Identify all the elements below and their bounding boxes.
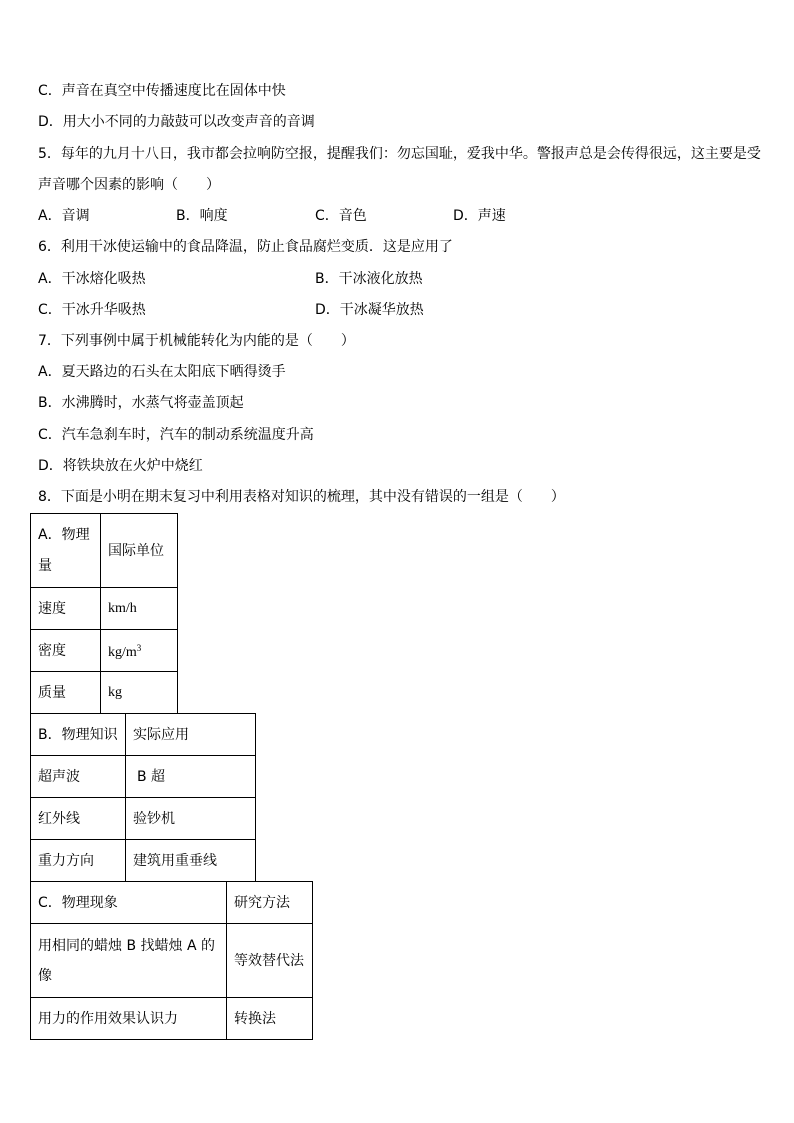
table-b-cell-knowledge: 重力方向 <box>31 840 126 882</box>
table-c-phenomenon-line2: 像 <box>38 967 52 984</box>
table-row <box>31 924 313 998</box>
table-b <box>30 713 256 882</box>
table-b-cell-application: B 超 <box>126 756 256 798</box>
table-b-cell-application: 验钞机 <box>126 798 256 840</box>
table-c-phenomenon-line1: 用相同的蜡烛 B 找蜡烛 A 的 <box>38 937 215 954</box>
table-a-cell-unit <box>101 630 178 672</box>
question-c-prev: C．声音在真空中传播速度比在固体中快 <box>38 83 286 99</box>
question-6-option-d: D．干冰凝华放热 <box>315 302 424 318</box>
table-c-header-phenomenon: C．物理现象 <box>31 882 227 924</box>
table-row <box>31 514 178 588</box>
table-row <box>31 672 178 714</box>
table-row <box>31 998 313 1040</box>
table-a-cell-name: 质量 <box>31 672 101 714</box>
table-b-header-application: 实际应用 <box>126 714 256 756</box>
table-c <box>30 881 313 1040</box>
table-c-cell-phenomenon <box>31 924 227 998</box>
question-5-option-b: B．响度 <box>176 208 228 224</box>
table-c-cell-method: 转换法 <box>227 998 313 1040</box>
question-7: 7．下列事例中属于机械能转化为内能的是（ ） <box>38 333 355 349</box>
question-5-option-a: A．音调 <box>38 208 90 224</box>
table-a-header-unit: 国际单位 <box>101 514 178 588</box>
table-a-cell-unit: kg <box>101 672 178 714</box>
table-c-cell-method: 等效替代法 <box>227 924 313 998</box>
table-row <box>31 756 256 798</box>
table-row <box>31 588 178 630</box>
table-a-cell-name: 速度 <box>31 588 101 630</box>
question-d-prev: D．用大小不同的力敲鼓可以改变声音的音调 <box>38 114 315 130</box>
question-6-option-a: A．干冰熔化吸热 <box>38 271 146 287</box>
table-c-header-method: 研究方法 <box>227 882 313 924</box>
question-5-option-d: D．声速 <box>453 208 506 224</box>
table-a-header-quantity-line1: A．物理 <box>38 526 90 543</box>
table-row <box>31 798 256 840</box>
question-5-line1: 5．每年的九月十八日，我市都会拉响防空报，提醒我们：勿忘国耻，爱我中华。警报声总是会传得很远，这主要是受 <box>38 146 761 162</box>
table-a-header-quantity <box>31 514 101 588</box>
table-b-cell-knowledge: 超声波 <box>31 756 126 798</box>
table-a-unit-base: kg/m <box>108 645 137 660</box>
question-7-option-a: A．夏天路边的石头在太阳底下晒得烫手 <box>38 364 286 380</box>
question-6: 6．利用干冰使运输中的食品降温，防止食品腐烂变质．这是应用了 <box>38 239 453 255</box>
question-7-option-c: C．汽车急刹车时，汽车的制动系统温度升高 <box>38 427 314 443</box>
table-row <box>31 882 313 924</box>
table-c-cell-phenomenon: 用力的作用效果认识力 <box>31 998 227 1040</box>
question-5-option-c: C．音色 <box>315 208 367 224</box>
table-row <box>31 840 256 882</box>
question-6-option-b: B．干冰液化放热 <box>315 271 423 287</box>
question-7-option-b: B．水沸腾时，水蒸气将壶盖顶起 <box>38 395 244 411</box>
table-row <box>31 714 256 756</box>
question-8: 8．下面是小明在期末复习中利用表格对知识的梳理，其中没有错误的一组是（ ） <box>38 489 565 505</box>
table-a-unit-superscript: 3 <box>136 643 142 653</box>
question-7-option-d: D．将铁块放在火炉中烧红 <box>38 458 203 474</box>
table-a-cell-name: 密度 <box>31 630 101 672</box>
table-row <box>31 630 178 672</box>
table-b-cell-knowledge: 红外线 <box>31 798 126 840</box>
table-a <box>30 513 178 714</box>
question-6-option-c: C．干冰升华吸热 <box>38 302 146 318</box>
question-5-line2: 声音哪个因素的影响（ ） <box>38 177 220 193</box>
table-a-header-quantity-line2: 量 <box>38 557 52 574</box>
table-b-cell-application: 建筑用重垂线 <box>126 840 256 882</box>
table-b-header-knowledge: B．物理知识 <box>31 714 126 756</box>
table-a-cell-unit: km/h <box>101 588 178 630</box>
